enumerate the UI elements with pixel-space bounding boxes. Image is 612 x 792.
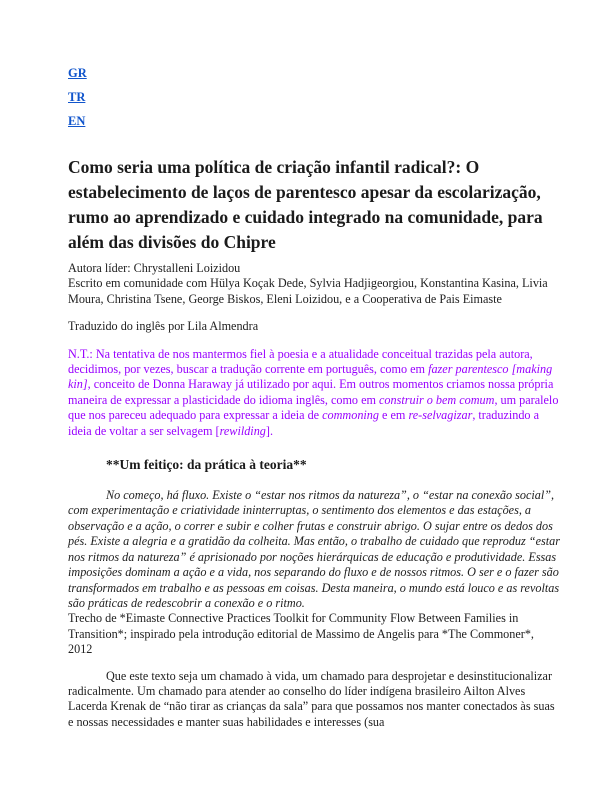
note-segment-italic: commoning [322, 408, 379, 423]
page-content [68, 0, 560, 730]
language-link-tr[interactable]: TR [68, 90, 86, 104]
note-segment-italic: construir o bem comum [379, 392, 495, 407]
note-segment-italic: fazer parentesco [making kin] [68, 362, 553, 392]
language-link-gr[interactable]: GR [68, 66, 87, 80]
note-segment-italic: rewilding [219, 423, 266, 438]
section-heading: **Um feitiço: da prática à teoria** [106, 457, 307, 473]
lead-author-line: Autora líder: Chrystalleni Loizidou [68, 261, 241, 275]
note-segment: ]. [265, 423, 273, 438]
quote-italic-text: No começo, há fluxo. Existe o “estar nos ritmos da natureza”, o “estar na conexão social”, com experimentação e criatividade ininterruptas, o sentimento dos elementos e das estações, a observação e a ação, o correr e subir e colher frutas e construir abrigo. O sujar entre os dedos dos pés. Existe a alegria e a gratidão da colheita. Mas então, o trabalho de cuidado que reproduz “estar nos ritmos da natureza” é aprisionado por noções hierárquicas de educação e produtividade. Essas imposições dominam a ação e a vida, nos separando do fluxo e de nossos ritmos. O ser e o fazer são transformados em trabalho e as pessoas em coisas. Desta maneira, o mundo está louco e as revoltas são práticas de redescobrir a conexão e o ritmo. [68, 488, 560, 610]
quote-source-text: Trecho de *Eimaste Connective Practices Toolkit for Community Flow Between Families in Transition*; inspirado pela introdução editorial de Massimo de Angelis para *The Commoner*, 2012 [68, 611, 534, 657]
translation-credit: Traduzido do inglês por Lila Almendra [68, 319, 259, 334]
language-link-en[interactable]: EN [68, 114, 86, 128]
translators-note [68, 347, 560, 439]
document-title: Como seria uma política de criação infantil radical?: O estabelecimento de laços de parentesco apesar da escolarização, rumo ao aprendizado e cuidado integrado na comunidade, para além das divisões do Chipre [68, 157, 543, 252]
note-segment: e em [379, 408, 409, 423]
closing-paragraph: Que este texto seja um chamado à vida, um chamado para desprojetar e desinstitucionalizar radicalmente. Um chamado para atender ao conselho do líder indígena brasileiro Ailton Alves Lacerda Krenak de “não tirar as crianças da sala” para que possamos nos manter conectados às suas e nossas necessidades e manter suas habilidades e interesses (sua [68, 668, 555, 729]
note-segment: , conceito de Donna Haraway já utilizado por aqui. Em outros momentos criamos nossa própria maneira de expressar a plasticidade do idioma inglês, como em [68, 377, 554, 407]
language-nav [68, 67, 560, 128]
note-segment: , um paralelo que nos pareceu adequado para expressar a ideia de [68, 392, 559, 423]
community-authors-line: Escrito em comunidade com Hülya Koçak Dede, Sylvia Hadjigeorgiou, Konstantina Kasina, Livia Moura, Christina Tsene, George Biskos, Eleni Loizidou, e a Cooperativa de Pais Eimaste [68, 276, 548, 306]
note-segment-italic: re-selvagizar [408, 408, 473, 423]
note-segment: , traduzindo a ideia de voltar a ser selvagem [ [68, 408, 539, 438]
byline [68, 261, 560, 307]
quote-paragraph [68, 488, 560, 657]
note-segment: N.T.: Na tentativa de nos mantermos fiel à poesia e a atualidade conceitual trazidas pela autora, decidimos, por vezes, buscar a tradução corrente em português, como em [68, 346, 533, 377]
